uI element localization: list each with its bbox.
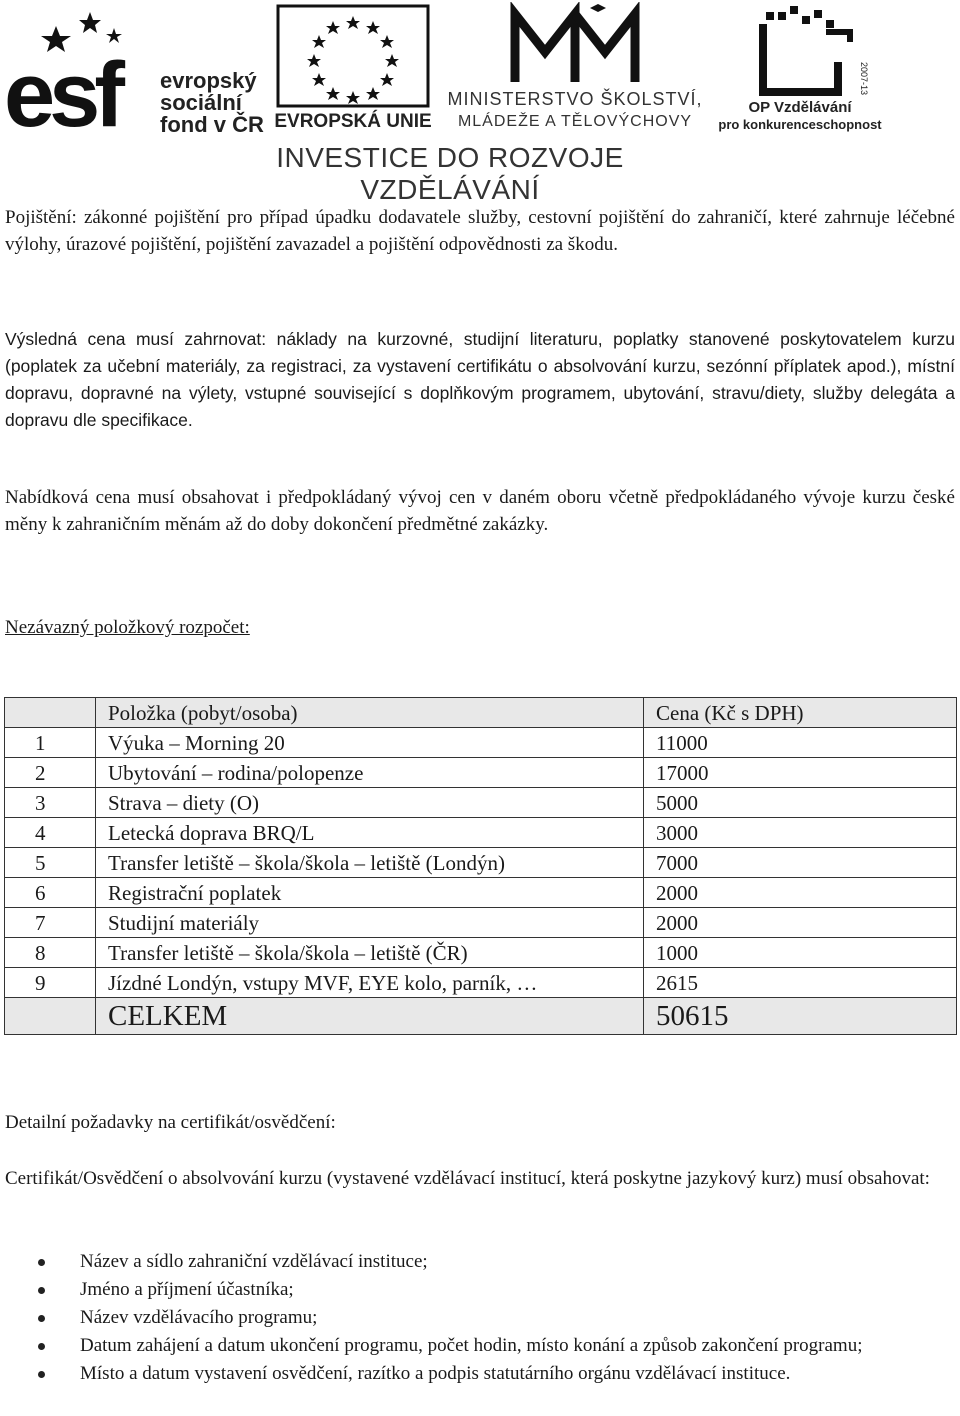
row-num: 2 [5,758,96,788]
row-item: Ubytování – rodina/polopenze [96,758,644,788]
row-num: 8 [5,938,96,968]
bullet-icon [38,1315,45,1322]
table-row [5,968,957,998]
svg-text:fond v ČR: fond v ČR [160,112,264,133]
svg-text:EVROPSKÁ UNIE: EVROPSKÁ UNIE [274,111,432,132]
row-price: 7000 [644,848,957,878]
table-row [5,938,957,968]
table-header-row [5,698,957,728]
list-item-text: Název vzdělávacího programu; [80,1307,318,1328]
row-item: Letecká doprava BRQ/L [96,818,644,848]
row-price: 2615 [644,968,957,998]
row-price: 1000 [644,938,957,968]
header-price-cell: Cena (Kč s DPH) [644,698,957,728]
certificate-intro: Certifikát/Osvědčení o absolvování kurzu (vystavené vzdělávací institucí, která poskytne jazykový kurz) musí obsahovat: [5,1168,930,1189]
svg-text:evropský: evropský [160,68,257,93]
svg-text:MINISTERSTVO ŠKOLSTVÍ,: MINISTERSTVO ŠKOLSTVÍ, [447,89,703,109]
row-num: 9 [5,968,96,998]
header-num-cell [5,698,96,728]
bullet-icon [38,1343,45,1350]
row-price: 11000 [644,728,957,758]
row-item: Výuka – Morning 20 [96,728,644,758]
logo-bar [0,0,960,205]
header-tagline: INVESTICE DO ROZVOJE VZDĚLÁVÁNÍ [276,142,624,205]
insurance-paragraph: Pojištění: zákonné pojištění pro případ úpadku dodavatele služby, cestovní pojištění do zahraničí, které zahrnuje léčebné výlohy, úrazové pojištění, pojištění zavazadel a pojištění odpovědnosti za škodu. [5,207,955,255]
list-item [28,1304,948,1332]
msmt-logo [440,2,710,132]
row-item: Studijní materiály [96,908,644,938]
row-num: 3 [5,788,96,818]
list-item-text: Jméno a příjmení účastníka; [80,1279,294,1300]
list-item [28,1248,948,1276]
table-row [5,788,957,818]
total-label: CELKEM [96,998,644,1035]
budget-heading: Nezávazný položkový rozpočet: [5,617,250,638]
row-item: Transfer letiště – škola/škola – letiště (ČR) [96,938,644,968]
list-item [28,1360,948,1388]
table-row [5,728,957,758]
certificate-heading: Detailní požadavky na certifikát/osvědčení: [5,1112,336,1133]
row-price: 3000 [644,818,957,848]
row-price: 5000 [644,788,957,818]
row-num: 4 [5,818,96,848]
row-num: 1 [5,728,96,758]
bullet-icon [38,1287,45,1294]
total-row [5,998,957,1035]
svg-text:OP Vzdělávání: OP Vzdělávání [748,99,852,116]
row-num: 7 [5,908,96,938]
list-item [28,1276,948,1304]
bullet-icon [38,1259,45,1266]
esf-logo [4,8,266,133]
svg-text:sociální: sociální [160,90,242,115]
list-item-text: Název a sídlo zahraniční vzdělávací instituce; [80,1251,428,1272]
row-price: 2000 [644,878,957,908]
row-item: Registrační poplatek [96,878,644,908]
total-num-cell [5,998,96,1035]
row-price: 17000 [644,758,957,788]
list-item-text: Datum zahájení a datum ukončení programu, počet hodin, místo konání a způsob zakončení programu; [80,1335,863,1356]
list-item [28,1332,948,1360]
row-price: 2000 [644,908,957,938]
header-item-cell: Položka (pobyt/osoba) [96,698,644,728]
svg-text:esf: esf [4,44,119,133]
table-row [5,878,957,908]
table-row [5,908,957,938]
certificate-requirements-list [28,1248,948,1388]
eu-flag-logo [272,2,434,132]
table-row [5,848,957,878]
row-num: 6 [5,878,96,908]
svg-text:MLÁDEŽE A TĚLOVÝCHOVY: MLÁDEŽE A TĚLOVÝCHOVY [457,113,693,130]
row-item: Transfer letiště – škola/škola – letiště (Londýn) [96,848,644,878]
row-num: 5 [5,848,96,878]
bullet-icon [38,1371,45,1378]
svg-text:pro konkurenceschopnost: pro konkurenceschopnost [718,117,882,132]
total-value: 50615 [644,998,957,1035]
table-row [5,758,957,788]
price-paragraph: Výsledná cena musí zahrnovat: náklady na kurzovné, studijní literaturu, poplatky stanovené poskytovatelem kurzu (poplatek za učební materiály, za registraci, za vystavení certifikátu o absolvování kurzu, sezónní příplatek apod.), místní dopravu, dopravné na výlety, vstupné související s doplňkovým programem, ubytování, stravu/diety, služby delegáta a dopravu dle specifikace. [5,329,955,430]
list-item-text: Místo a datum vystavení osvědčení, razítko a podpis statutárního orgánu vzdělávací instituce. [80,1363,791,1384]
row-item: Jízdné Londýn, vstupy MVF, EYE kolo, parník, … [96,968,644,998]
offer-paragraph: Nabídková cena musí obsahovat i předpokládaný vývoj cen v daném oboru včetně předpokládaného vývoje kurzu české měny k zahraničním měnám až do doby dokončení předmětné zakázky. [5,487,955,535]
row-item: Strava – diety (O) [96,788,644,818]
op-vzdelavani-logo [718,2,898,132]
svg-text:2007-13: 2007-13 [859,62,869,96]
table-row [5,818,957,848]
budget-table [4,697,957,1035]
